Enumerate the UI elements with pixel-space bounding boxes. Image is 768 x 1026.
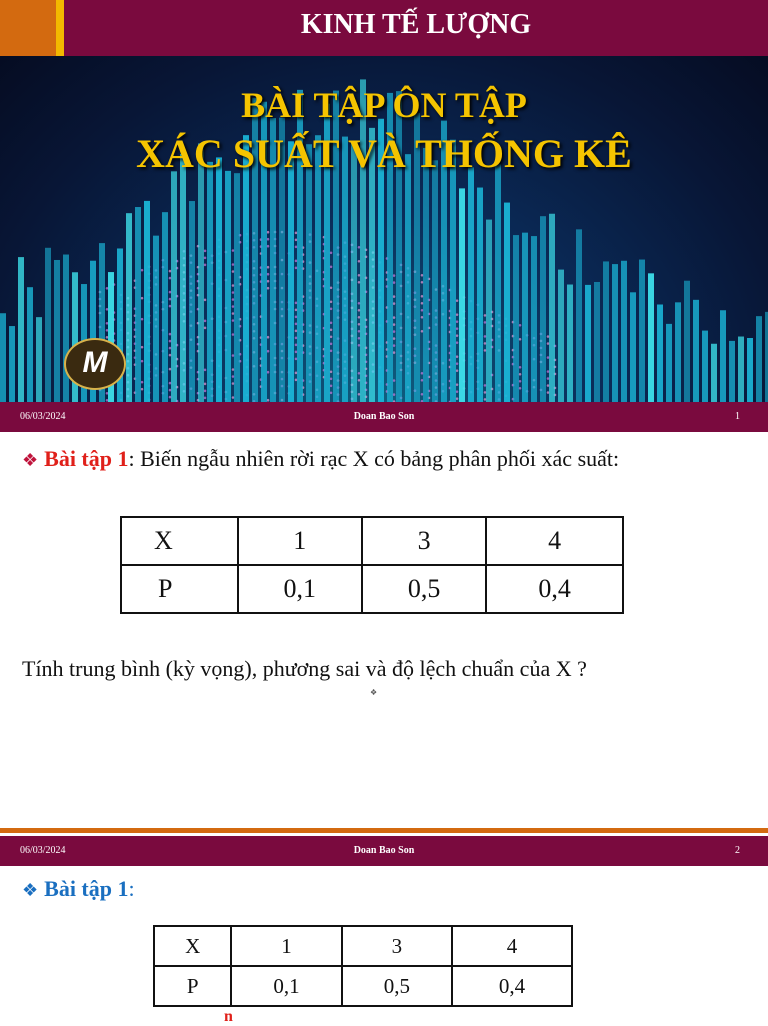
exercise-label: Bài tập 1 bbox=[44, 446, 129, 471]
distribution-table-2 bbox=[153, 925, 573, 1007]
hero-bar bbox=[621, 261, 627, 402]
hero-dot bbox=[547, 356, 550, 359]
hero-dot bbox=[204, 383, 207, 386]
hero-bar bbox=[531, 236, 537, 402]
table-row-x bbox=[154, 926, 572, 966]
hero-bar bbox=[135, 207, 141, 402]
hero-dot bbox=[330, 307, 333, 310]
hero-dot bbox=[393, 393, 396, 396]
hero-dot bbox=[295, 246, 298, 249]
hero-bar bbox=[702, 331, 708, 402]
hero-dot bbox=[519, 338, 522, 341]
hero-dot bbox=[106, 308, 109, 311]
hero-bar bbox=[234, 173, 240, 402]
hero-dot bbox=[547, 384, 550, 387]
hero-dot bbox=[330, 391, 333, 394]
hero-dot bbox=[169, 354, 172, 357]
hero-dot bbox=[330, 328, 333, 331]
hero-dot bbox=[204, 257, 207, 260]
hero-bar bbox=[225, 171, 231, 402]
hero-dot bbox=[358, 260, 361, 263]
hero-dot bbox=[358, 330, 361, 333]
hero-bar bbox=[576, 229, 582, 402]
hero-dot bbox=[232, 368, 235, 371]
hero-bar bbox=[549, 214, 555, 402]
hero-dot bbox=[421, 295, 424, 298]
hero-dot bbox=[484, 349, 487, 352]
hero-dot bbox=[295, 337, 298, 340]
hero-dot bbox=[484, 314, 487, 317]
hero-dot bbox=[484, 391, 487, 394]
hero-dot bbox=[267, 350, 270, 353]
hero-bar bbox=[405, 154, 411, 402]
hero-dot bbox=[330, 370, 333, 373]
hero-dot bbox=[330, 265, 333, 268]
hero-dot bbox=[358, 246, 361, 249]
hero-dot bbox=[330, 377, 333, 380]
hero-dot bbox=[295, 358, 298, 361]
hero-dot bbox=[421, 281, 424, 284]
hero-dot bbox=[295, 232, 298, 235]
hero-dot bbox=[330, 384, 333, 387]
hero-bar bbox=[126, 213, 132, 402]
hero-title-line1: BÀI TẬP ÔN TẬP bbox=[241, 85, 527, 125]
hero-bar bbox=[504, 203, 510, 402]
footer-page-number: 2 bbox=[735, 845, 740, 856]
hero-bar bbox=[162, 212, 168, 402]
hero-dot bbox=[484, 384, 487, 387]
hero-bar bbox=[468, 167, 474, 402]
table-cell: 3 bbox=[362, 517, 486, 565]
hero-dot bbox=[169, 368, 172, 371]
exercise-colon: : bbox=[128, 876, 135, 901]
table-cell: 0,5 bbox=[342, 966, 452, 1006]
hero-bar bbox=[747, 338, 753, 402]
hero-dot bbox=[456, 327, 459, 330]
hero-bar bbox=[540, 216, 546, 402]
hero-dot bbox=[232, 284, 235, 287]
hero-dot bbox=[393, 316, 396, 319]
hero-bar bbox=[477, 188, 483, 402]
hero-dot bbox=[358, 316, 361, 319]
hero-dot bbox=[358, 281, 361, 284]
hero-dot bbox=[169, 389, 172, 392]
hero-banner bbox=[0, 56, 768, 402]
hero-dot bbox=[519, 387, 522, 390]
table-cell: 4 bbox=[486, 517, 623, 565]
hero-bar bbox=[198, 143, 204, 402]
table-cell: P bbox=[154, 966, 231, 1006]
hero-dot bbox=[267, 231, 270, 234]
hero-dot bbox=[232, 396, 235, 399]
hero-dot bbox=[232, 319, 235, 322]
slide1-footer bbox=[0, 402, 768, 432]
exercise-statement bbox=[22, 446, 619, 472]
hero-dot bbox=[393, 281, 396, 284]
hero-bar bbox=[756, 316, 762, 402]
hero-dot bbox=[295, 309, 298, 312]
hero-dot bbox=[421, 274, 424, 277]
hero-dot bbox=[232, 305, 235, 308]
hero-bar bbox=[630, 292, 636, 402]
slide2-exercise-heading bbox=[22, 876, 135, 902]
hero-dot bbox=[421, 302, 424, 305]
hero-dot bbox=[106, 287, 109, 290]
footer-author: Doan Bao Son bbox=[353, 411, 415, 422]
table-cell: 1 bbox=[238, 517, 362, 565]
footer-date: 06/03/2024 bbox=[20, 845, 66, 856]
hero-dot bbox=[421, 379, 424, 382]
table-cell: X bbox=[121, 517, 238, 565]
table-cell: 4 bbox=[452, 926, 572, 966]
hero-dot bbox=[393, 330, 396, 333]
hero-dot bbox=[169, 298, 172, 301]
hero-bar bbox=[450, 140, 456, 402]
hero-dot bbox=[295, 260, 298, 263]
hero-dot bbox=[267, 280, 270, 283]
header-yellow-stripe bbox=[56, 0, 64, 56]
hero-dot bbox=[330, 342, 333, 345]
logo-letter: M bbox=[82, 346, 108, 379]
hero-dot bbox=[547, 377, 550, 380]
hero-dot bbox=[141, 360, 144, 363]
hero-bar bbox=[567, 285, 573, 402]
hero-dot bbox=[267, 266, 270, 269]
header-orange-block bbox=[0, 0, 56, 56]
hero-bar bbox=[423, 148, 429, 402]
course-title: KINH TẾ LƯỢNG bbox=[300, 9, 532, 40]
slide-header-bar bbox=[0, 0, 768, 56]
hero-dot bbox=[169, 305, 172, 308]
hero-bar bbox=[612, 264, 618, 402]
hero-bar bbox=[171, 171, 177, 402]
table-cell: X bbox=[154, 926, 231, 966]
hero-bar bbox=[675, 302, 681, 402]
hero-dot bbox=[358, 372, 361, 375]
hero-dot bbox=[232, 291, 235, 294]
hero-dot bbox=[204, 264, 207, 267]
hero-dot bbox=[330, 335, 333, 338]
hero-dot bbox=[204, 250, 207, 253]
bullet-diamond-icon: ❖ bbox=[22, 880, 39, 900]
hero-dot bbox=[393, 274, 396, 277]
hero-bar bbox=[306, 144, 312, 402]
hero-bar bbox=[648, 273, 654, 402]
hero-dot bbox=[295, 267, 298, 270]
hero-dot bbox=[456, 369, 459, 372]
hero-dot bbox=[295, 302, 298, 305]
hero-bar bbox=[288, 141, 294, 402]
hero-dot bbox=[484, 398, 487, 401]
hero-dot bbox=[358, 344, 361, 347]
hero-dot bbox=[232, 263, 235, 266]
hero-bar bbox=[432, 160, 438, 402]
hero-bar bbox=[18, 257, 24, 402]
hero-dot bbox=[330, 251, 333, 254]
hero-bar bbox=[513, 235, 519, 402]
hero-dot bbox=[421, 330, 424, 333]
hero-dot bbox=[358, 323, 361, 326]
hero-bar bbox=[36, 317, 42, 402]
hero-bar bbox=[459, 188, 465, 402]
hero-dot bbox=[456, 313, 459, 316]
hero-bar bbox=[180, 154, 186, 402]
hero-dot bbox=[358, 393, 361, 396]
hero-dot bbox=[141, 381, 144, 384]
hero-dot bbox=[421, 316, 424, 319]
hero-dot bbox=[204, 369, 207, 372]
hero-dot bbox=[232, 375, 235, 378]
exercise-text: Biến ngẫu nhiên rời rạc X có bảng phân phối xác suất: bbox=[134, 446, 620, 471]
small-diamond-icon: ❖ bbox=[370, 688, 378, 697]
hero-dot bbox=[456, 320, 459, 323]
cut-off-text: n bbox=[224, 1008, 233, 1025]
hero-dot bbox=[106, 392, 109, 395]
hero-dot bbox=[393, 351, 396, 354]
hero-dot bbox=[393, 379, 396, 382]
logo bbox=[64, 338, 126, 390]
table-row-x bbox=[121, 517, 623, 565]
table-cell: 3 bbox=[342, 926, 452, 966]
table-cell: 0,4 bbox=[486, 565, 623, 613]
hero-bar bbox=[153, 236, 159, 402]
hero-dot bbox=[295, 239, 298, 242]
hero-dot bbox=[547, 335, 550, 338]
hero-dot bbox=[232, 382, 235, 385]
hero-bar bbox=[216, 157, 222, 402]
hero-dot bbox=[169, 291, 172, 294]
hero-dot bbox=[232, 333, 235, 336]
hero-bar bbox=[639, 260, 645, 402]
hero-dot bbox=[456, 355, 459, 358]
hero-dot bbox=[295, 344, 298, 347]
table-row-p bbox=[154, 966, 572, 1006]
exercise-question: Tính trung bình (kỳ vọng), phương sai và độ lệch chuẩn của X ? bbox=[22, 656, 587, 681]
hero-dot bbox=[141, 318, 144, 321]
hero-dot bbox=[330, 321, 333, 324]
hero-bar bbox=[486, 220, 492, 402]
hero-bar bbox=[729, 341, 735, 402]
hero-dot bbox=[141, 388, 144, 391]
footer-page-number: 1 bbox=[735, 411, 740, 422]
hero-dot bbox=[456, 390, 459, 393]
hero-dot bbox=[232, 312, 235, 315]
hero-dot bbox=[456, 383, 459, 386]
hero-dot bbox=[169, 382, 172, 385]
hero-dot bbox=[456, 397, 459, 400]
hero-dot bbox=[295, 372, 298, 375]
hero-dot bbox=[141, 346, 144, 349]
slide2-footer bbox=[0, 836, 768, 866]
hero-dot bbox=[421, 372, 424, 375]
bullet-diamond-icon: ❖ bbox=[22, 450, 39, 470]
hero-bar bbox=[684, 281, 690, 402]
slide-separator-line bbox=[0, 828, 768, 833]
hero-dot bbox=[330, 300, 333, 303]
hero-bar bbox=[351, 143, 357, 402]
hero-dot bbox=[393, 323, 396, 326]
hero-dot bbox=[547, 342, 550, 345]
hero-dot bbox=[232, 298, 235, 301]
hero-bar bbox=[594, 282, 600, 402]
hero-bar bbox=[585, 285, 591, 402]
hero-dot bbox=[358, 309, 361, 312]
table-cell: P bbox=[121, 565, 238, 613]
hero-dot bbox=[484, 335, 487, 338]
hero-dot bbox=[456, 341, 459, 344]
hero-bar bbox=[189, 201, 195, 402]
hero-dot bbox=[358, 274, 361, 277]
hero-dot bbox=[393, 295, 396, 298]
hero-dot bbox=[547, 391, 550, 394]
hero-title-line2: XÁC SUẤT VÀ THỐNG KÊ bbox=[136, 131, 632, 176]
hero-bar bbox=[144, 201, 150, 402]
hero-dot bbox=[456, 362, 459, 365]
hero-dot bbox=[204, 397, 207, 400]
hero-dot bbox=[358, 302, 361, 305]
hero-bar bbox=[9, 326, 15, 402]
footer-date: 06/03/2024 bbox=[20, 411, 66, 422]
hero-bar bbox=[693, 300, 699, 402]
hero-dot bbox=[330, 349, 333, 352]
hero-bar bbox=[54, 260, 60, 402]
hero-bar bbox=[657, 304, 663, 402]
hero-dot bbox=[204, 390, 207, 393]
hero-dot bbox=[456, 334, 459, 337]
hero-dot bbox=[106, 336, 109, 339]
hero-dot bbox=[169, 277, 172, 280]
hero-dot bbox=[393, 302, 396, 305]
hero-dot bbox=[358, 379, 361, 382]
hero-bar bbox=[0, 313, 6, 402]
hero-dot bbox=[169, 270, 172, 273]
hero-dot bbox=[484, 321, 487, 324]
hero-dot bbox=[421, 393, 424, 396]
hero-dot bbox=[330, 286, 333, 289]
hero-dot bbox=[295, 330, 298, 333]
hero-dot bbox=[484, 342, 487, 345]
hero-dot bbox=[204, 299, 207, 302]
hero-dot bbox=[267, 287, 270, 290]
hero-dot bbox=[267, 273, 270, 276]
hero-dot bbox=[106, 322, 109, 325]
table-cell: 1 bbox=[231, 926, 341, 966]
hero-dot bbox=[519, 324, 522, 327]
hero-dot bbox=[106, 329, 109, 332]
distribution-table bbox=[120, 516, 624, 614]
hero-bar bbox=[666, 324, 672, 402]
hero-dot bbox=[204, 327, 207, 330]
hero-dot bbox=[267, 371, 270, 374]
hero-bar bbox=[45, 248, 51, 402]
exercise-colon: : bbox=[128, 446, 135, 471]
hero-dot bbox=[267, 336, 270, 339]
hero-dot bbox=[232, 270, 235, 273]
hero-bar bbox=[720, 310, 726, 402]
hero-bar bbox=[558, 270, 564, 402]
hero-bar bbox=[495, 164, 501, 402]
exercise-label: Bài tập 1 bbox=[44, 876, 129, 901]
table-cell: 0,1 bbox=[231, 966, 341, 1006]
hero-dot bbox=[519, 373, 522, 376]
hero-bar bbox=[738, 337, 744, 402]
hero-dot bbox=[204, 320, 207, 323]
hero-dot bbox=[295, 323, 298, 326]
hero-dot bbox=[141, 269, 144, 272]
hero-dot bbox=[141, 297, 144, 300]
hero-dot bbox=[456, 299, 459, 302]
hero-bar bbox=[360, 79, 366, 402]
hero-dot bbox=[267, 245, 270, 248]
hero-dot bbox=[169, 396, 172, 399]
hero-dot bbox=[295, 316, 298, 319]
hero-dot bbox=[267, 238, 270, 241]
footer-author: Doan Bao Son bbox=[353, 845, 415, 856]
table-row-p bbox=[121, 565, 623, 613]
hero-dot bbox=[519, 380, 522, 383]
hero-dot bbox=[358, 337, 361, 340]
hero-dot bbox=[295, 379, 298, 382]
hero-dot bbox=[295, 351, 298, 354]
table-cell: 0,4 bbox=[452, 966, 572, 1006]
hero-dot bbox=[393, 337, 396, 340]
hero-dot bbox=[169, 347, 172, 350]
hero-dot bbox=[169, 333, 172, 336]
hero-bar bbox=[27, 287, 33, 402]
hero-dot bbox=[232, 249, 235, 252]
hero-dot bbox=[232, 354, 235, 357]
hero-dot bbox=[519, 366, 522, 369]
table-cell: 0,1 bbox=[238, 565, 362, 613]
table-cell: 0,5 bbox=[362, 565, 486, 613]
hero-bar bbox=[522, 233, 528, 402]
hero-bar bbox=[711, 344, 717, 402]
hero-dot bbox=[421, 309, 424, 312]
hero-dot bbox=[393, 344, 396, 347]
hero-dot bbox=[547, 370, 550, 373]
hero-bar bbox=[603, 261, 609, 402]
hero-bar bbox=[207, 162, 213, 402]
hero-dot bbox=[169, 340, 172, 343]
